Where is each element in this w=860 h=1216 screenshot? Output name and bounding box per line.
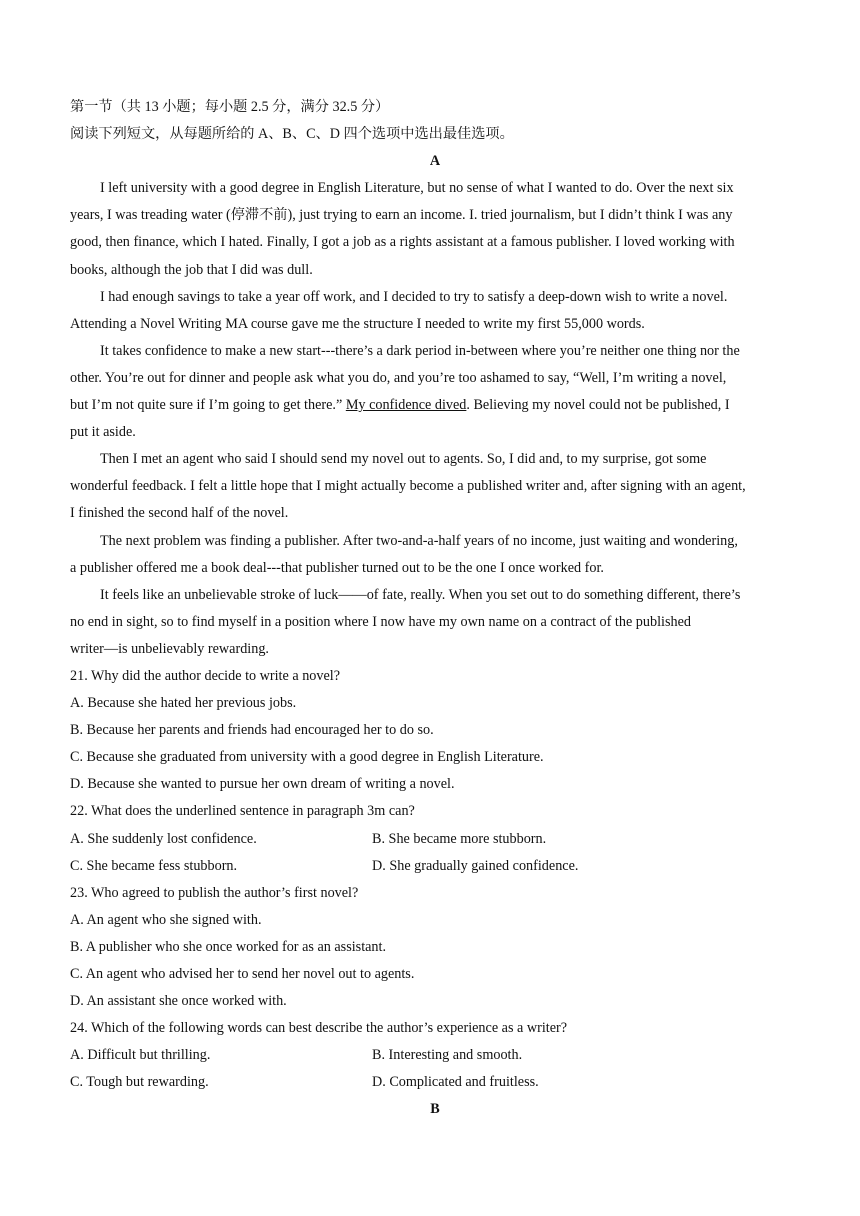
passage-paragraph-1 (70, 175, 800, 283)
question-stem: 24. Which of the following words can best describe the author’s experience as a writer? (70, 1020, 568, 1037)
paragraph-text: but I’m not quite sure if I’m going to get there.” (70, 397, 346, 414)
passage-paragraph-3 (70, 338, 800, 446)
paragraph-line: It feels like an unbelievable stroke of luck——of fate, really. When you set out to do something different, there’s (100, 586, 741, 603)
passage-paragraph-6 (70, 582, 800, 663)
paragraph-line (70, 392, 800, 419)
option-c: C. Because she graduated from university with a good degree in English Literature. (70, 749, 544, 766)
paragraph-line: Then I met an agent who said I should send my novel out to agents. So, I did and, to my surprise, got some (100, 451, 707, 468)
question-22 (70, 798, 800, 879)
paragraph-line: writer—is unbelievably rewarding. (70, 640, 269, 657)
passage-paragraph-5 (70, 528, 800, 582)
passage-a-label: A (429, 153, 441, 170)
paragraph-line: no end in sight, so to find myself in a position where I now have my own name on a contract of the published (70, 613, 691, 630)
question-stem: 22. What does the underlined sentence in paragraph 3m can? (70, 803, 415, 820)
option-a: A. Difficult but thrilling. (70, 1047, 211, 1064)
paragraph-line: I finished the second half of the novel. (70, 505, 289, 522)
paragraph-text: . Believing my novel could not be published, I (466, 397, 730, 414)
paragraph-line: years, I was treading water (停滞不前), just trying to earn an income. I. tried journalism, but I didn’t think I was any (70, 207, 733, 224)
paragraph-line: books, although the job that I did was dull. (70, 261, 313, 278)
passage-paragraph-4 (70, 446, 800, 527)
option-row (70, 1069, 800, 1096)
question-stem: 21. Why did the author decide to write a novel? (70, 667, 341, 684)
section-header: 第一节（共 13 小题；每小题 2.5 分，满分 32.5 分） (70, 99, 390, 115)
exam-page (70, 94, 800, 1124)
passage-b-label: B (430, 1101, 440, 1118)
option-row (70, 853, 800, 880)
question-21 (70, 663, 800, 798)
option-d: D. Because she wanted to pursue her own dream of writing a novel. (70, 776, 455, 793)
option-b: B. Interesting and smooth. (372, 1047, 523, 1064)
option-b: B. Because her parents and friends had encouraged her to do so. (70, 722, 434, 739)
paragraph-line: wonderful feedback. I felt a little hope that I might actually become a published writer and, after signing with an agent, (70, 478, 746, 495)
paragraph-line: Attending a Novel Writing MA course gave me the structure I needed to write my first 55,000 words. (70, 315, 645, 332)
instruction-text: 阅读下列短文，从每题所给的 A、B、C、D 四个选项中选出最佳选项。 (70, 126, 514, 143)
option-d: D. An assistant she once worked with. (70, 993, 287, 1010)
option-row (70, 826, 800, 853)
paragraph-line: put it aside. (70, 424, 136, 441)
option-d: D. Complicated and fruitless. (372, 1074, 539, 1091)
question-stem: 23. Who agreed to publish the author’s first novel? (70, 884, 359, 901)
question-24 (70, 1015, 800, 1096)
paragraph-line: It takes confidence to make a new start---there’s a dark period in-between where you’re neither one thing nor the (100, 342, 740, 359)
option-c: C. Tough but rewarding. (70, 1074, 209, 1091)
option-a: A. An agent who she signed with. (70, 911, 262, 928)
passage-paragraph-2 (70, 284, 800, 338)
paragraph-line: a publisher offered me a book deal---that publisher turned out to be the one I once worked for. (70, 559, 604, 576)
paragraph-line: other. You’re out for dinner and people ask what you do, and you’re too ashamed to say, “Well, I’m writing a novel, (70, 369, 727, 386)
paragraph-line: I had enough savings to take a year off work, and I decided to try to satisfy a deep-down wish to write a novel. (100, 288, 728, 305)
underlined-sentence: My confidence dived (345, 397, 467, 414)
paragraph-line: I left university with a good degree in English Literature, but no sense of what I wanted to do. Over the next six (100, 180, 734, 197)
paragraph-line: The next problem was finding a publisher. After two-and-a-half years of no income, just waiting and wondering, (100, 532, 738, 549)
question-23 (70, 880, 800, 1015)
option-a: A. Because she hated her previous jobs. (70, 695, 297, 712)
option-b: B. A publisher who she once worked for as an assistant. (70, 938, 387, 955)
paragraph-line: good, then finance, which I hated. Finally, I got a job as a rights assistant at a famous publisher. I loved working with (70, 234, 735, 251)
option-a: A. She suddenly lost confidence. (70, 830, 257, 847)
option-c: C. She became fess stubborn. (70, 857, 238, 874)
option-c: C. An agent who advised her to send her novel out to agents. (70, 966, 415, 982)
option-row (70, 1042, 800, 1069)
option-b: B. She became more stubborn. (372, 830, 547, 847)
option-d: D. She gradually gained confidence. (372, 857, 579, 874)
